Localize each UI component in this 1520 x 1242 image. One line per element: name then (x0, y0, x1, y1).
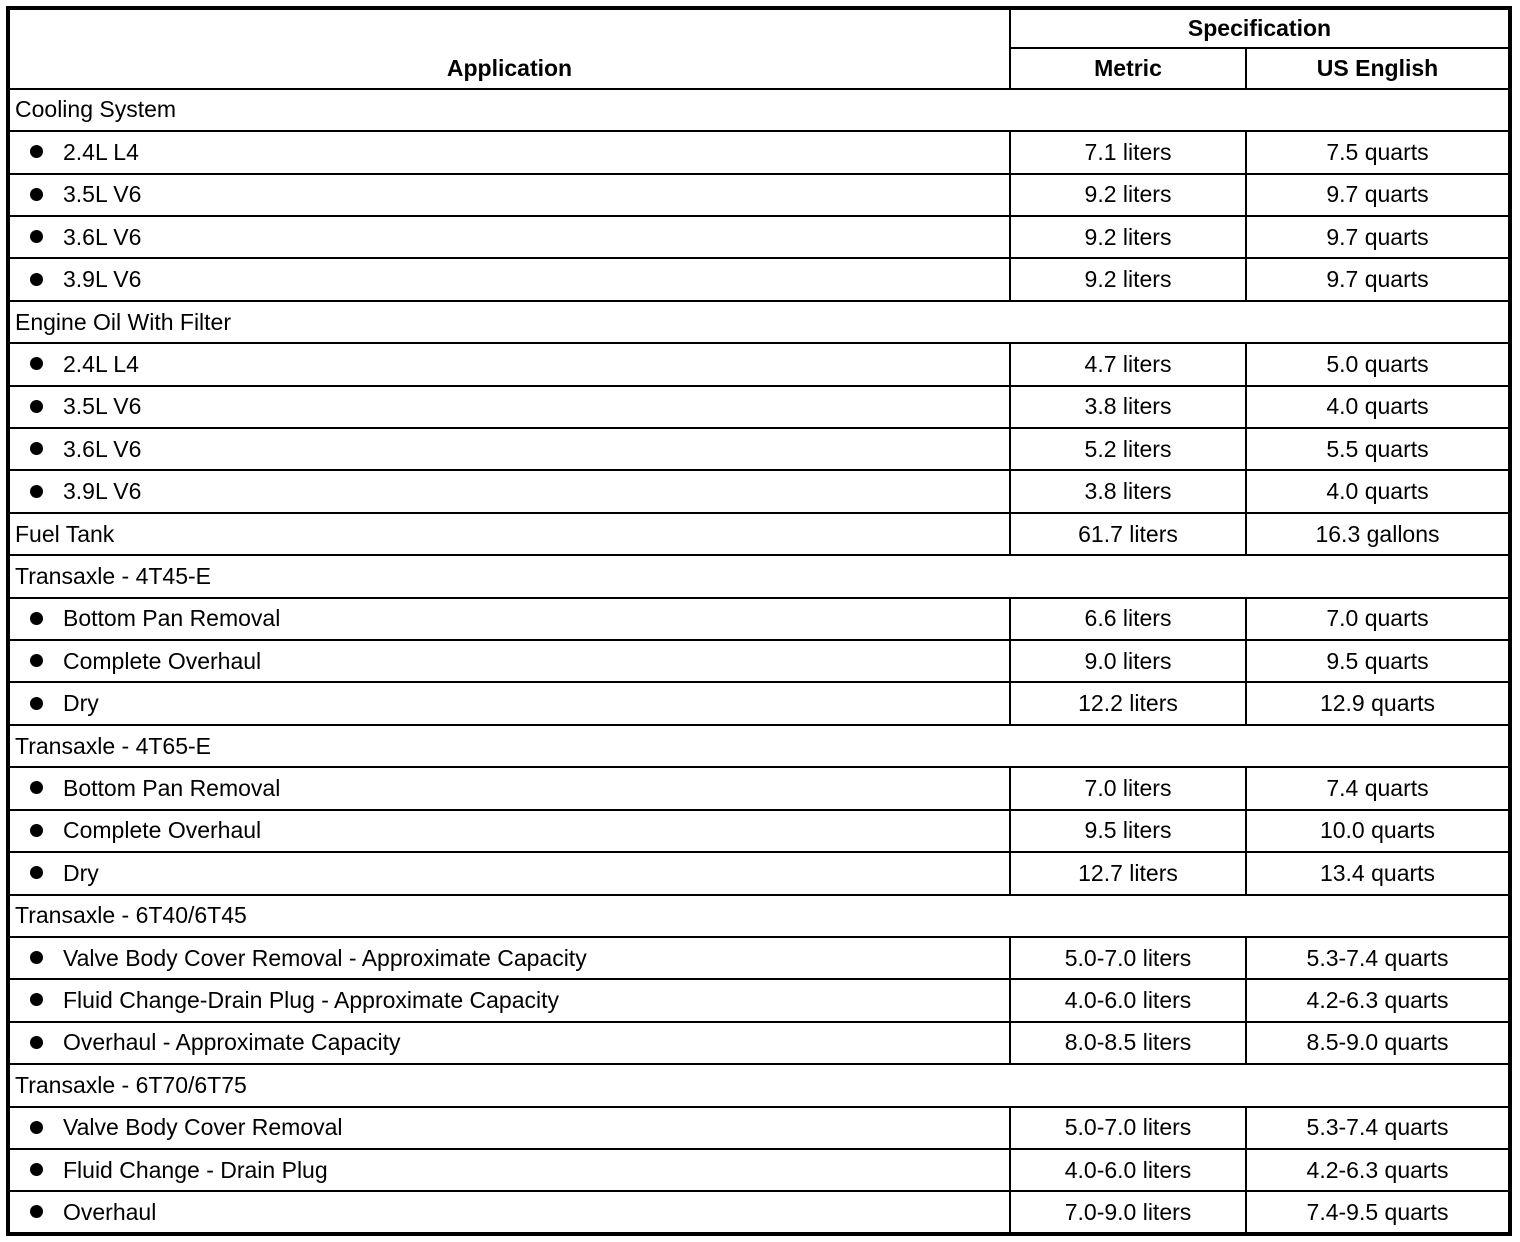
bullet-icon (30, 188, 43, 201)
table-row (8, 810, 1510, 852)
bullet-icon (30, 273, 43, 286)
group-label: Cooling System (8, 89, 1510, 131)
metric-value: 4.7 liters (1010, 343, 1246, 385)
us-english-value: 7.4 quarts (1246, 767, 1510, 809)
item-label-cell (8, 1022, 1010, 1064)
table-row (8, 470, 1510, 512)
item-label: 3.6L V6 (63, 435, 142, 462)
item-label-cell (8, 386, 1010, 428)
table-row (8, 1191, 1510, 1234)
metric-value: 5.2 liters (1010, 428, 1246, 470)
table-row (8, 174, 1510, 216)
table-row (8, 682, 1510, 724)
item-label: Dry (63, 690, 99, 717)
us-english-value: 4.0 quarts (1246, 386, 1510, 428)
metric-value: 9.2 liters (1010, 216, 1246, 258)
us-english-value: 7.0 quarts (1246, 598, 1510, 640)
us-english-value: 7.4-9.5 quarts (1246, 1191, 1510, 1234)
metric-value: 5.0-7.0 liters (1010, 1107, 1246, 1149)
item-label: 2.4L L4 (63, 138, 139, 165)
item-label: Complete Overhaul (63, 647, 262, 674)
item-label: Fluid Change-Drain Plug - Approximate Capacity (63, 987, 560, 1014)
bullet-icon (30, 442, 43, 455)
us-english-value: 4.0 quarts (1246, 470, 1510, 512)
us-english-value: 10.0 quarts (1246, 810, 1510, 852)
metric-value: 12.7 liters (1010, 852, 1246, 894)
item-label: Valve Body Cover Removal - Approximate Capacity (63, 944, 587, 971)
table-row (8, 852, 1510, 894)
single-label: Fuel Tank (8, 513, 1010, 555)
bullet-icon (30, 357, 43, 370)
fluid-capacity-table (6, 6, 1512, 1236)
table-row (8, 131, 1510, 173)
group-row (8, 725, 1510, 767)
specification-header: Specification (1010, 8, 1510, 48)
bullet-icon (30, 1036, 43, 1049)
bullet-icon (30, 1205, 43, 1218)
bullet-icon (30, 951, 43, 964)
table-row (8, 258, 1510, 300)
metric-value: 9.0 liters (1010, 640, 1246, 682)
us-english-value: 16.3 gallons (1246, 513, 1510, 555)
item-label: 3.9L V6 (63, 266, 142, 293)
bullet-icon (30, 612, 43, 625)
item-label-cell (8, 598, 1010, 640)
bullet-icon (30, 400, 43, 413)
table-row (8, 1022, 1510, 1064)
item-label: Complete Overhaul (63, 817, 262, 844)
metric-value: 4.0-6.0 liters (1010, 1149, 1246, 1191)
item-label-cell (8, 682, 1010, 724)
item-label-cell (8, 131, 1010, 173)
us-english-value: 9.7 quarts (1246, 216, 1510, 258)
us-english-value: 4.2-6.3 quarts (1246, 1149, 1510, 1191)
item-label: Fluid Change - Drain Plug (63, 1156, 328, 1183)
bullet-icon (30, 1121, 43, 1134)
table-row (8, 513, 1510, 555)
group-label: Engine Oil With Filter (8, 301, 1510, 343)
item-label: 3.5L V6 (63, 181, 142, 208)
item-label: 3.5L V6 (63, 393, 142, 420)
item-label: Overhaul (63, 1198, 157, 1225)
item-label: Bottom Pan Removal (63, 774, 281, 801)
item-label-cell (8, 1149, 1010, 1191)
us-english-value: 7.5 quarts (1246, 131, 1510, 173)
item-label: Bottom Pan Removal (63, 605, 281, 632)
us-english-value: 12.9 quarts (1246, 682, 1510, 724)
metric-value: 3.8 liters (1010, 386, 1246, 428)
table-row (8, 937, 1510, 979)
item-label-cell (8, 428, 1010, 470)
metric-header: Metric (1010, 48, 1246, 88)
item-label-cell (8, 1191, 1010, 1234)
group-label: Transaxle - 6T70/6T75 (8, 1064, 1510, 1106)
us-english-value: 9.5 quarts (1246, 640, 1510, 682)
metric-value: 7.0 liters (1010, 767, 1246, 809)
metric-value: 3.8 liters (1010, 470, 1246, 512)
us-english-value: 5.3-7.4 quarts (1246, 937, 1510, 979)
item-label-cell (8, 470, 1010, 512)
bullet-icon (30, 485, 43, 498)
table-row (8, 216, 1510, 258)
us-english-value: 5.3-7.4 quarts (1246, 1107, 1510, 1149)
item-label: Valve Body Cover Removal (63, 1114, 343, 1141)
group-row (8, 555, 1510, 597)
metric-value: 7.0-9.0 liters (1010, 1191, 1246, 1234)
item-label-cell (8, 979, 1010, 1021)
bullet-icon (30, 993, 43, 1006)
item-label-cell (8, 640, 1010, 682)
bullet-icon (30, 654, 43, 667)
group-row (8, 89, 1510, 131)
bullet-icon (30, 697, 43, 710)
metric-value: 61.7 liters (1010, 513, 1246, 555)
us-english-value: 5.0 quarts (1246, 343, 1510, 385)
item-label-cell (8, 258, 1010, 300)
item-label: 3.6L V6 (63, 223, 142, 250)
table-row (8, 640, 1510, 682)
group-label: Transaxle - 4T65-E (8, 725, 1510, 767)
us-english-value: 9.7 quarts (1246, 174, 1510, 216)
table-row (8, 343, 1510, 385)
header-row-top (8, 8, 1510, 48)
table-body (8, 89, 1510, 1234)
item-label-cell (8, 767, 1010, 809)
us-english-value: 4.2-6.3 quarts (1246, 979, 1510, 1021)
item-label-cell (8, 937, 1010, 979)
item-label: Dry (63, 859, 99, 886)
bullet-icon (30, 145, 43, 158)
group-row (8, 301, 1510, 343)
bullet-icon (30, 866, 43, 879)
metric-value: 7.1 liters (1010, 131, 1246, 173)
bullet-icon (30, 781, 43, 794)
us-english-value: 13.4 quarts (1246, 852, 1510, 894)
metric-value: 9.5 liters (1010, 810, 1246, 852)
item-label-cell (8, 343, 1010, 385)
table-row (8, 1149, 1510, 1191)
item-label: 2.4L L4 (63, 350, 139, 377)
table-row (8, 428, 1510, 470)
group-label: Transaxle - 4T45-E (8, 555, 1510, 597)
group-label: Transaxle - 6T40/6T45 (8, 895, 1510, 937)
table-row (8, 598, 1510, 640)
us-english-value: 8.5-9.0 quarts (1246, 1022, 1510, 1064)
item-label-cell (8, 810, 1010, 852)
metric-value: 9.2 liters (1010, 258, 1246, 300)
bullet-icon (30, 824, 43, 837)
metric-value: 4.0-6.0 liters (1010, 979, 1246, 1021)
us-english-header: US English (1246, 48, 1510, 88)
bullet-icon (30, 230, 43, 243)
table-row (8, 767, 1510, 809)
table-row (8, 386, 1510, 428)
item-label-cell (8, 1107, 1010, 1149)
application-header: Application (8, 8, 1010, 89)
item-label: Overhaul - Approximate Capacity (63, 1029, 401, 1056)
us-english-value: 5.5 quarts (1246, 428, 1510, 470)
table-row (8, 979, 1510, 1021)
item-label-cell (8, 174, 1010, 216)
item-label: 3.9L V6 (63, 478, 142, 505)
item-label-cell (8, 216, 1010, 258)
metric-value: 12.2 liters (1010, 682, 1246, 724)
us-english-value: 9.7 quarts (1246, 258, 1510, 300)
item-label-cell (8, 852, 1010, 894)
group-row (8, 1064, 1510, 1106)
metric-value: 9.2 liters (1010, 174, 1246, 216)
group-row (8, 895, 1510, 937)
metric-value: 5.0-7.0 liters (1010, 937, 1246, 979)
metric-value: 6.6 liters (1010, 598, 1246, 640)
metric-value: 8.0-8.5 liters (1010, 1022, 1246, 1064)
table-row (8, 1107, 1510, 1149)
bullet-icon (30, 1163, 43, 1176)
